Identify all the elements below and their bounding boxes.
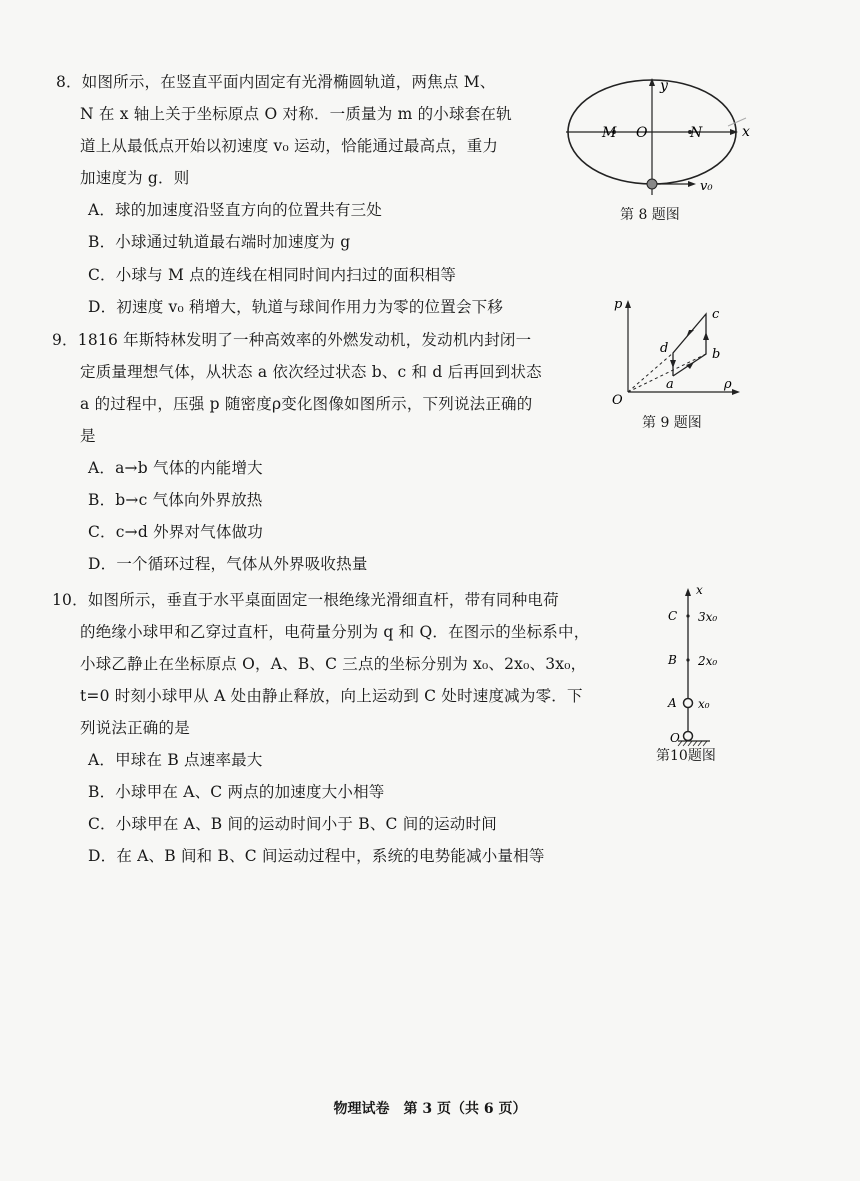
q9-option-d: D．一个循环过程，气体从外界吸收热量 xyxy=(88,555,368,573)
q9-figure-label-b: b xyxy=(712,347,721,362)
q10-figure-value-b: 2x₀ xyxy=(698,654,718,668)
q8-stem-line-1: 8．如图所示，在竖直平面内固定有光滑椭圆轨道，两焦点 M、 xyxy=(56,73,496,91)
q8-figure-label-m: M xyxy=(602,125,617,141)
q9-figure-caption: 第 9 题图 xyxy=(642,415,702,431)
q10-figure-label-o: O xyxy=(670,731,680,745)
q9-option-c: C．c→d 外界对气体做功 xyxy=(88,523,263,541)
q8-figure-caption: 第 8 题图 xyxy=(620,207,680,223)
q10-option-d: D．在 A、B 间和 B、C 间运动过程中，系统的电势能减小量相等 xyxy=(88,847,545,865)
q10-figure-label-b: B xyxy=(668,653,677,667)
q10-figure-value-c: 3x₀ xyxy=(698,610,718,624)
q9-figure-label-d: d xyxy=(660,341,669,356)
q10-figure-caption: 第10题图 xyxy=(656,748,716,764)
q9-option-b: B．b→c 气体向外界放热 xyxy=(88,491,263,509)
q9-figure-label-p: p xyxy=(614,297,623,312)
q8-ellipse-figure xyxy=(560,70,790,200)
q8-figure-label-o: O xyxy=(636,125,648,141)
q8-figure-label-n: N xyxy=(690,125,703,141)
q9-figure-label-a: a xyxy=(666,377,674,392)
q8-stem-line-3: 道上从最低点开始以初速度 v₀ 运动，恰能通过最高点，重力 xyxy=(80,137,499,155)
q9-stem-line-4: 是 xyxy=(80,427,96,445)
q9-figure-label-rho: ρ xyxy=(724,377,732,392)
q8-stem-line-4: 加速度为 g．则 xyxy=(80,169,190,187)
q8-option-a: A．球的加速度沿竖直方向的位置共有三处 xyxy=(88,201,382,219)
q10-option-c: C．小球甲在 A、B 间的运动时间小于 B、C 间的运动时间 xyxy=(88,815,497,833)
q9-figure-label-o: O xyxy=(612,393,623,408)
q9-stem-line-2: 定质量理想气体，从状态 a 依次经过状态 b、c 和 d 后再回到状态 xyxy=(80,363,542,381)
page-footer: 物理试卷 第 3 页（共 6 页） xyxy=(333,1101,527,1117)
q9-figure-label-c: c xyxy=(712,307,720,322)
q9-p-rho-figure xyxy=(608,292,758,412)
q8-option-d: D．初速度 v₀ 稍增大，轨道与球间作用力为零的位置会下移 xyxy=(88,298,504,316)
q9-stem-line-3: a 的过程中，压强 p 随密度ρ变化图像如图所示，下列说法正确的 xyxy=(80,395,533,413)
q10-stem-line-3: 小球乙静止在坐标原点 O，A、B、C 三点的坐标分别为 x₀、2x₀、3x₀， xyxy=(80,655,587,673)
q9-stem-line-1: 9．1816 年斯特林发明了一种高效率的外燃发动机，发动机内封闭一 xyxy=(52,331,532,349)
q10-option-a: A．甲球在 B 点速率最大 xyxy=(88,751,263,769)
q10-stem-line-2: 的绝缘小球甲和乙穿过直杆，电荷量分别为 q 和 Q．在图示的坐标系中， xyxy=(80,623,590,641)
q8-option-b: B．小球通过轨道最右端时加速度为 g xyxy=(88,233,351,251)
q10-figure-value-a: x₀ xyxy=(698,697,710,711)
q10-figure-label-c: C xyxy=(668,609,678,623)
q10-option-b: B．小球甲在 A、C 两点的加速度大小相等 xyxy=(88,783,385,801)
q8-figure-label-x: x xyxy=(742,124,750,140)
q8-option-c: C．小球与 M 点的连线在相同时间内扫过的面积相等 xyxy=(88,266,457,284)
q9-option-a: A．a→b 气体的内能增大 xyxy=(88,459,263,477)
q10-rod-figure xyxy=(656,578,736,748)
q10-stem-line-1: 10．如图所示，垂直于水平桌面固定一根绝缘光滑细直杆，带有同种电荷 xyxy=(52,591,559,609)
q10-figure-label-a: A xyxy=(668,696,677,710)
q8-stem-line-2: N 在 x 轴上关于坐标原点 O 对称．一质量为 m 的小球套在轨 xyxy=(80,105,512,123)
q8-figure-label-v0: v₀ xyxy=(700,179,713,194)
q10-figure-label-x: x xyxy=(696,583,703,597)
q10-stem-line-5: 列说法正确的是 xyxy=(80,719,190,737)
q8-figure-label-y: y xyxy=(660,78,668,94)
q10-stem-line-4: t=0 时刻小球甲从 A 处由静止释放，向上运动到 C 处时速度减为零．下 xyxy=(80,687,583,705)
